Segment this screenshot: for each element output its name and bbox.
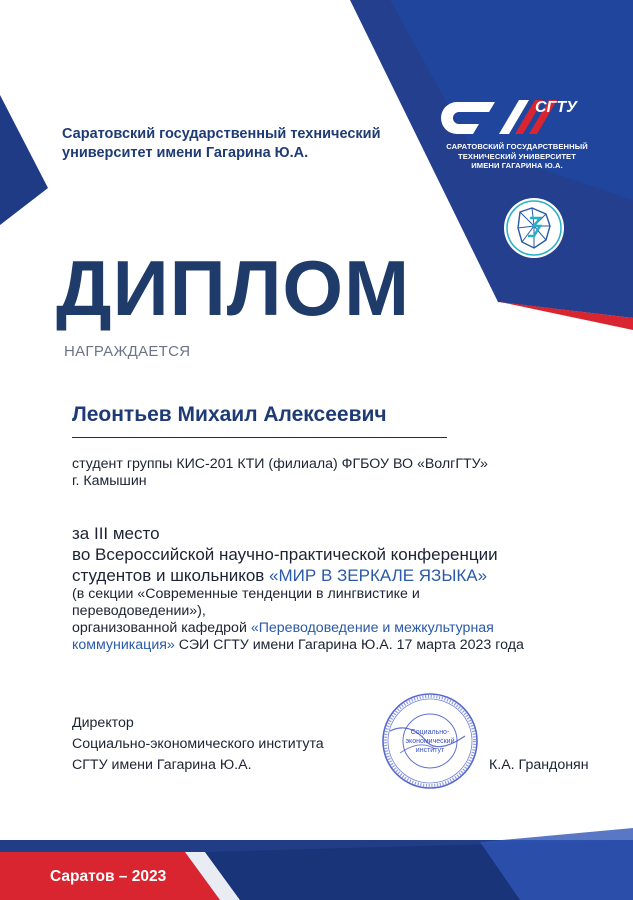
stamp-line-1: Социально- <box>410 729 450 736</box>
organizer-line-2 <box>72 637 524 654</box>
university-line-1: Саратовский государственный технический <box>62 126 381 142</box>
logo-text: СГТУ <box>535 99 577 116</box>
stamp-line-3: институт <box>415 747 445 754</box>
signatory-name: К.А. Грандонян <box>489 757 589 773</box>
student-info-line-1: студент группы КИС-201 КТИ (филиала) ФГБОУ ВО «ВолгГТУ» <box>72 456 488 472</box>
official-stamp <box>380 691 480 791</box>
sgtu-logo <box>437 92 597 145</box>
organizer-prefix: организованной кафедрой <box>72 620 251 636</box>
signatory-title-line-2: Социально-экономического института <box>72 736 324 752</box>
organizer-name-2: коммуникация» <box>72 637 175 653</box>
logo-subtitle-line-2: ТЕХНИЧЕСКИЙ УНИВЕРСИТЕТ <box>458 151 576 161</box>
logo-subtitle-line-3: ИМЕНИ ГАГАРИНА Ю.А. <box>471 161 563 170</box>
conference-line-2 <box>72 565 524 586</box>
document-title: ДИПЛОМ <box>56 244 411 332</box>
organizer-suffix: СЭИ СГТУ имени Гагарина Ю.А. 17 марта 2023 года <box>174 637 524 653</box>
stamp-line-2: экономический <box>405 738 455 745</box>
name-underline <box>72 437 447 438</box>
recipient-name: Леонтьев Михаил Алексеевич <box>72 403 387 426</box>
signatory-title-line-1: Директор <box>72 715 134 731</box>
conference-name: «МИР В ЗЕРКАЛЕ ЯЗЫКА» <box>269 566 488 585</box>
student-info <box>72 456 488 490</box>
award-reason <box>72 523 524 654</box>
section-line-1: (в секции «Современные тенденции в лингвистике и <box>72 586 420 602</box>
awarded-label: НАГРАЖДАЕТСЯ <box>64 343 191 360</box>
place-line: за III место <box>72 524 160 543</box>
logo-subtitle <box>437 142 597 171</box>
university-line-2: университет имени Гагарина Ю.А. <box>62 145 309 161</box>
logo-subtitle-line-1: САРАТОВСКИЙ ГОСУДАРСТВЕННЫЙ <box>446 142 588 151</box>
section-line-2: переводоведении»), <box>72 603 206 619</box>
student-info-line-2: г. Камышин <box>72 473 147 489</box>
organizer-name-1: «Переводоведение и межкультурная <box>250 620 494 636</box>
sgtu-logo-mark <box>437 92 597 140</box>
left-triangle <box>0 95 48 225</box>
university-name <box>62 125 402 163</box>
signatory-title-line-3: СГТУ имени Гагарина Ю.А. <box>72 757 252 773</box>
signatory-title <box>72 713 324 776</box>
conference-line-1: во Всероссийской научно-практической конференции <box>72 545 498 564</box>
institute-emblem-icon <box>502 196 566 260</box>
conference-prefix: студентов и школьников <box>72 566 270 585</box>
organizer-line-1 <box>72 620 524 637</box>
city-year: Саратов – 2023 <box>50 868 167 885</box>
